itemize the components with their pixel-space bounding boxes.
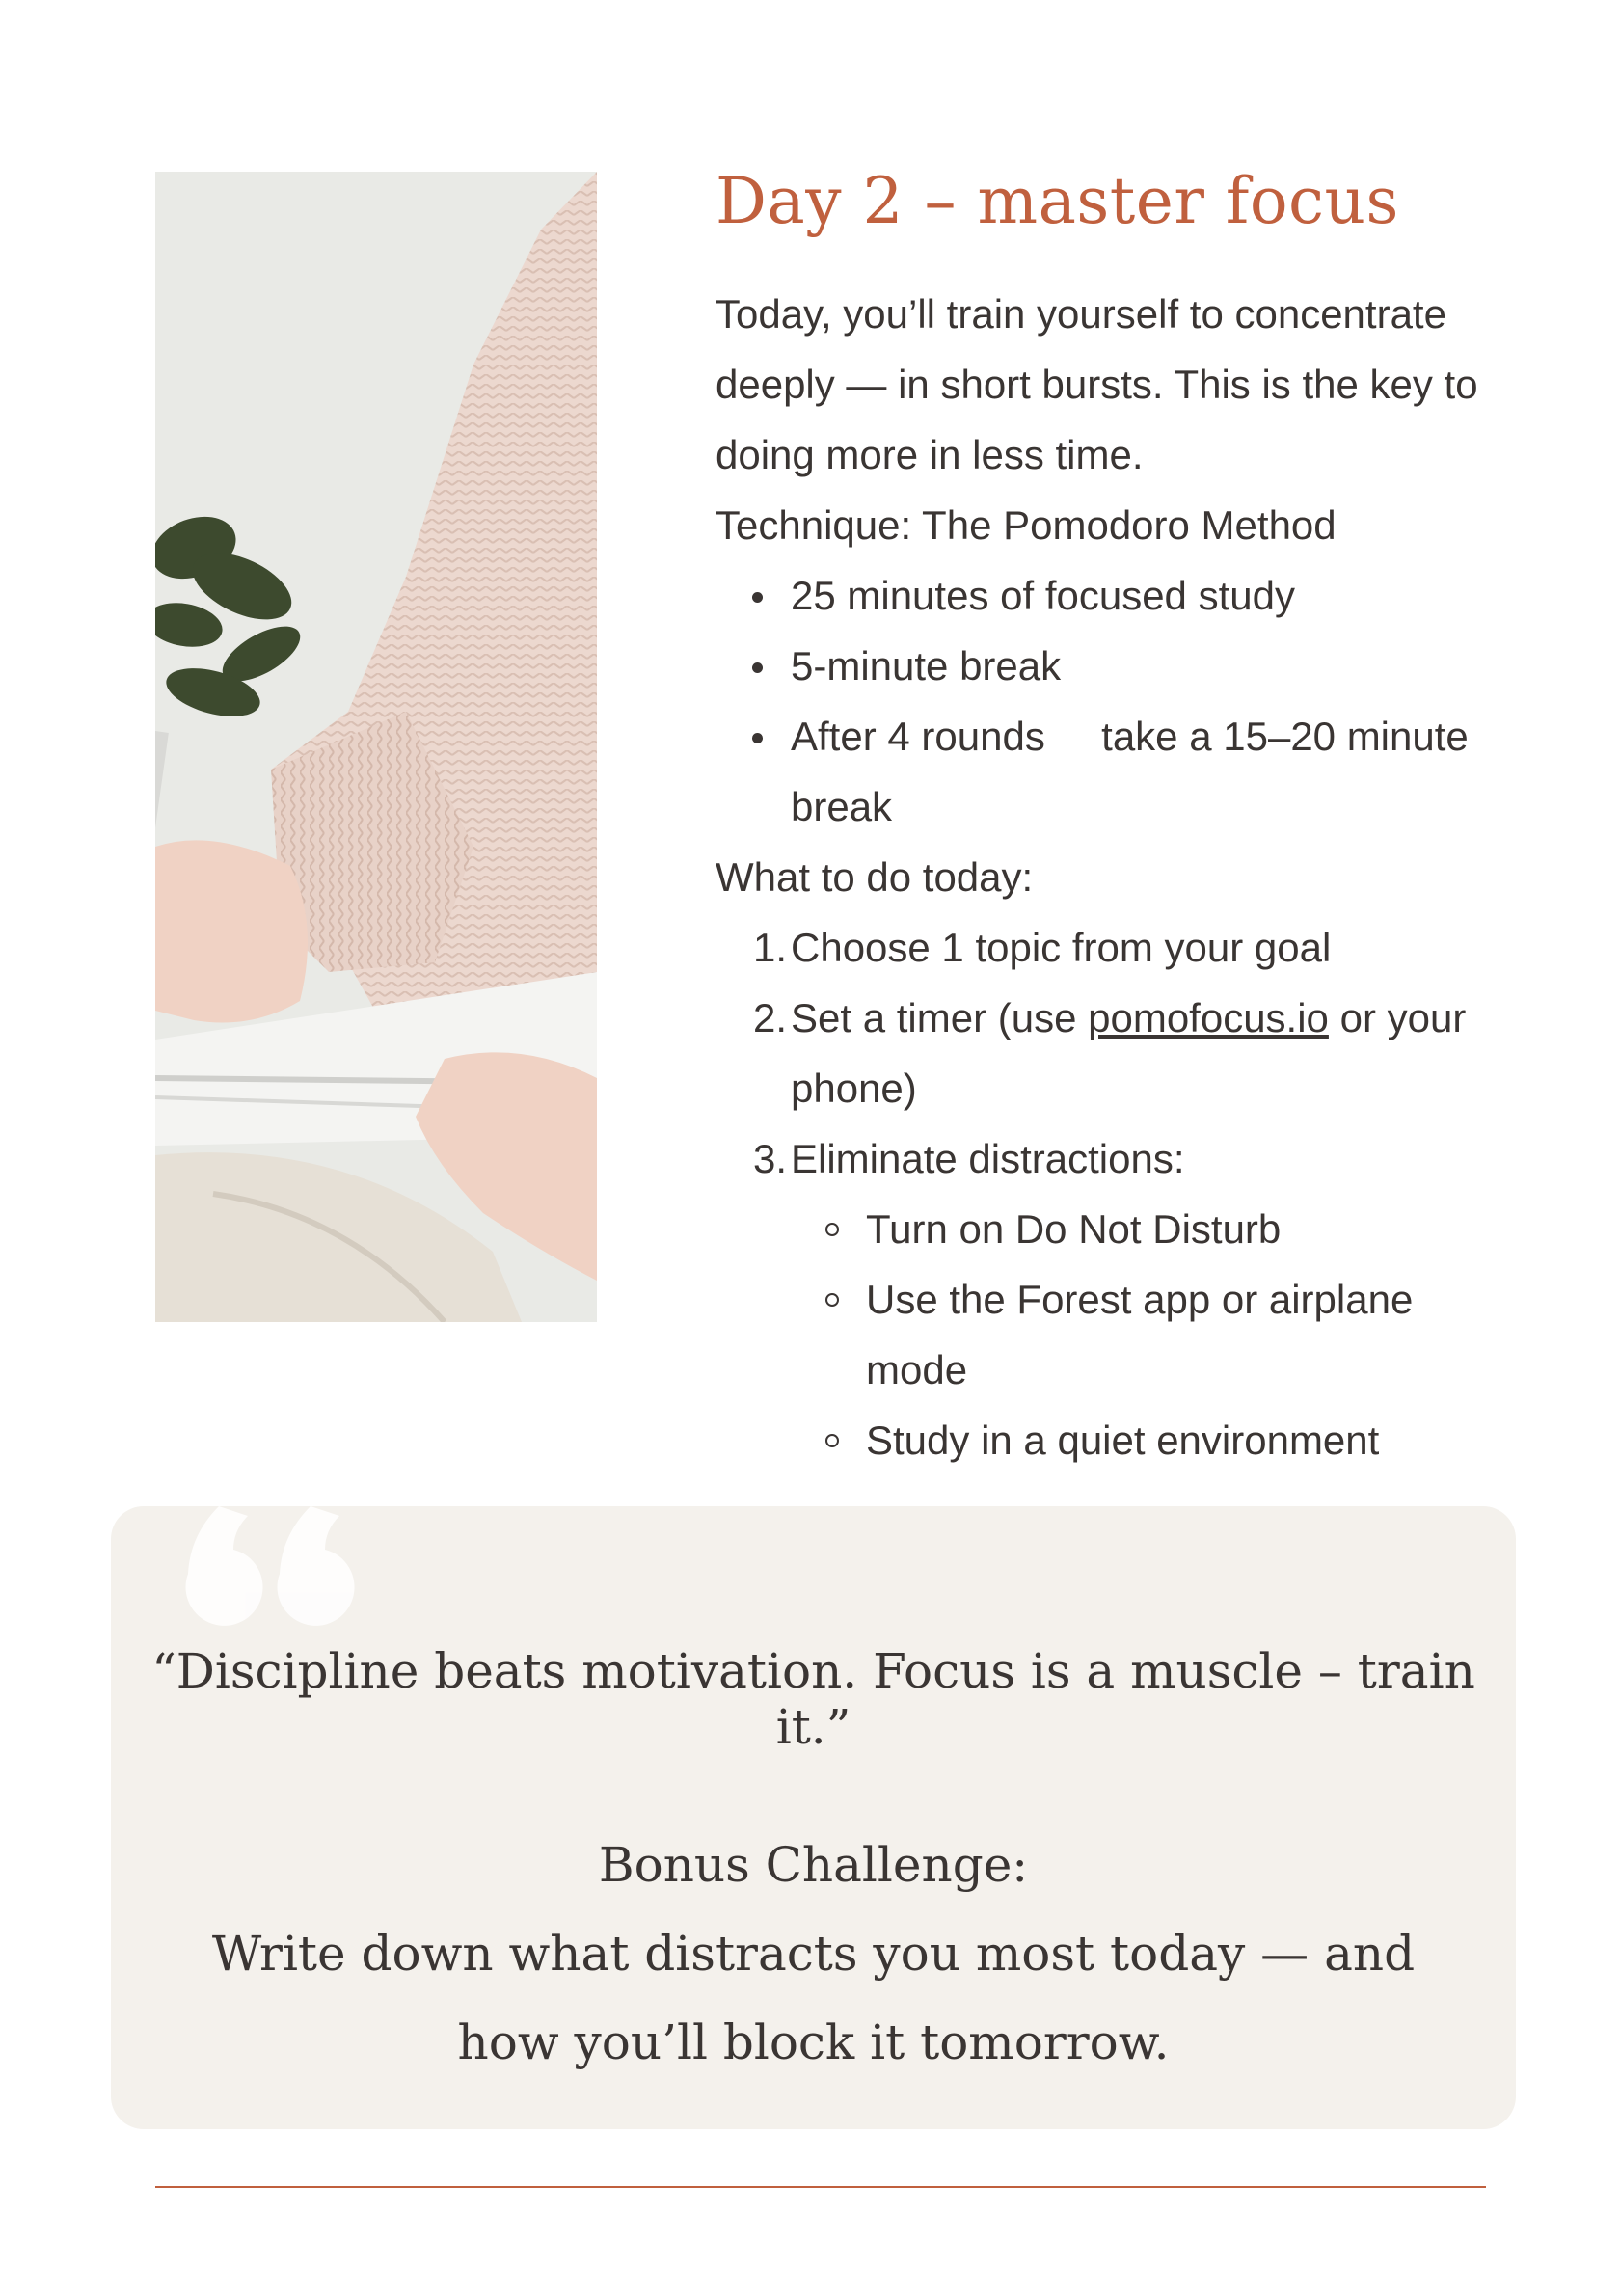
list-item: After 4 rounds take a 15–20 minute break xyxy=(750,701,1526,842)
list-item: 1. Choose 1 topic from your goal xyxy=(752,925,1332,970)
list-item: Use the Forest app or airplane mode xyxy=(825,1264,1526,1405)
bonus-label: Bonus Challenge: xyxy=(598,1837,1029,1893)
list-item: 3. Eliminate distractions: Turn on Do Not Disturb Use the Forest app or airplane mode Study in a quiet environment xyxy=(750,1123,1526,1475)
todo-steps xyxy=(716,912,1526,1475)
intro-text: Today, you’ll train yourself to concentrate deeply — in short bursts. This is the key to doing more in less time. xyxy=(716,291,1478,477)
circle-bullet-icon xyxy=(825,1223,839,1236)
list-item: 5-minute break xyxy=(750,631,1526,701)
bullet-icon xyxy=(752,592,763,603)
todo-label: What to do today: xyxy=(716,854,1034,900)
pomofocus-link[interactable]: pomofocus.io xyxy=(1088,995,1329,1040)
list-item: 25 minutes of focused study xyxy=(750,560,1526,631)
quote-text: “Discipline beats motivation. Focus is a muscle – train it.” xyxy=(151,1643,1475,1755)
list-item: 2. Set a timer (use pomofocus.io or your phone) xyxy=(752,995,1467,1111)
content-column xyxy=(716,159,1526,1475)
bullet-icon xyxy=(752,733,763,743)
divider-line xyxy=(155,2186,1486,2188)
quote-mark-icon xyxy=(180,1506,373,1632)
distraction-sublist xyxy=(791,1194,1526,1475)
list-item: Study in a quiet environment xyxy=(825,1405,1526,1475)
technique-list xyxy=(716,560,1526,842)
bonus-challenge xyxy=(111,1821,1516,2087)
circle-bullet-icon xyxy=(825,1434,839,1447)
bullet-icon xyxy=(752,662,763,673)
circle-bullet-icon xyxy=(825,1293,839,1307)
woman-writing-photo xyxy=(155,172,597,1322)
bonus-text: Write down what distracts you most today — and how you’ll block it tomorrow. xyxy=(211,1926,1416,2070)
technique-label: Technique: The Pomodoro Method xyxy=(716,502,1337,548)
quote-box xyxy=(111,1506,1516,2129)
page-title: Day 2 – master focus xyxy=(716,164,1399,238)
list-item: Turn on Do Not Disturb xyxy=(825,1194,1526,1264)
